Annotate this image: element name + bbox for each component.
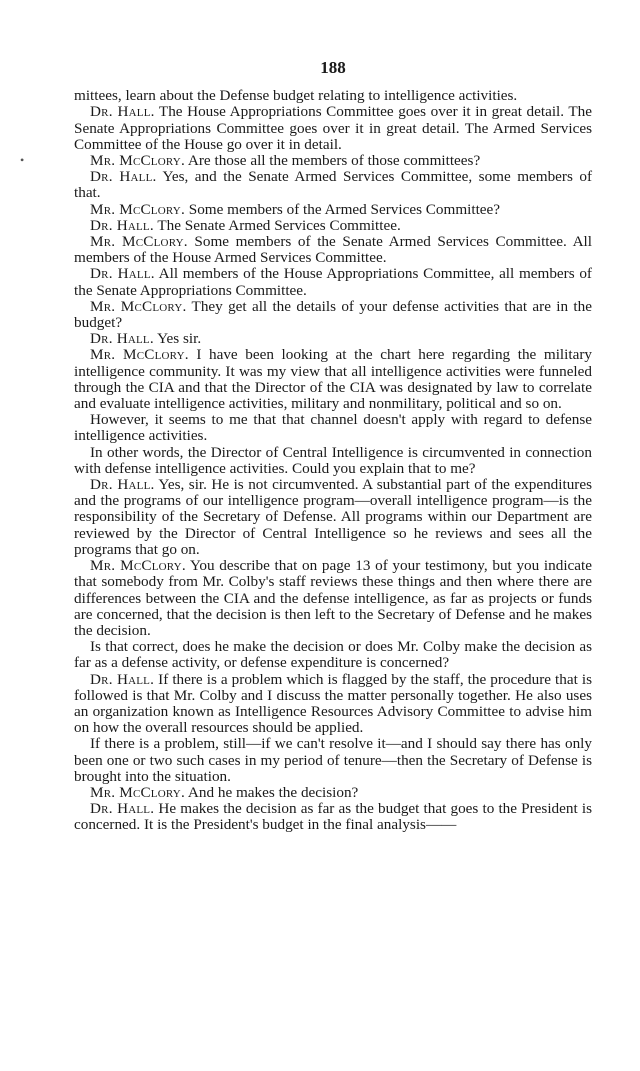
paragraph-text: And he makes the decision? [184,783,359,801]
paragraph [74,266,592,298]
paragraph [74,299,592,331]
paragraph-text: They get all the details of your defense activities that are in the budget? [74,297,592,332]
paragraph [74,639,592,671]
speaker-name: Dr. Hall. [90,800,155,818]
paragraph [74,477,592,558]
paragraph [74,672,592,737]
paragraph-text: If there is a problem which is flagged by the staff, the procedure that is followed is that Mr. Colby and I discuss the matter personally together. He also uses an organization known as Intelligence Resources Advisory Committee to advise him on how the overall resources should be applied. [74,670,592,737]
paragraph [74,234,592,266]
paragraph [74,412,592,444]
paragraph-text: In other words, the Director of Central Intelligence is circumvented in connection with defense intelligence activities. Could you explain that to me? [74,443,592,477]
paragraph-text: The Senate Armed Services Committee. [153,216,401,234]
paragraph [74,88,592,104]
paragraph [74,347,592,412]
paragraph [74,331,592,347]
paragraph-text: All members of the House Appropriations Committee, all members of the Senate Appropriations Committee. [74,265,592,299]
paragraph-text: Yes sir. [153,330,202,348]
speaker-name: Dr. Hall. [90,103,155,121]
paragraph [74,169,592,201]
margin-mark: • [20,153,25,167]
paragraph-text: If there is a problem, still—if we can't resolve it—and I should say there has only been one or two such cases in my period of tenure—then the Secretary of Defense is brought into the situation. [74,735,592,785]
paragraph [74,445,592,477]
speaker-name: Dr. Hall. [90,168,157,186]
paragraph-text: You describe that on page 13 of your testimony, but you indicate that somebody from Mr. Colby's staff reviews these things and then where there are differences between the CIA and the defense intelligence, as far as projects or funds are concerned, that the decision is then left to the Secretary of Defense and he makes the decision. [74,557,592,639]
paragraph-text: Yes, and the Senate Armed Services Committee, some members of that. [74,168,592,202]
paragraph-text: mittees, learn about the Defense budget relating to intelligence activities. [74,87,518,105]
paragraph-text: Yes, sir. He is not circumvented. A substantial part of the expenditures and the programs of our intelligence program—overall intelligence program—is the responsibility of the Secretary of Defense. All programs within our Department are reviewed by the Director of Central Intelligence so he reviews and sees all the programs that go on. [74,476,592,558]
paragraph-text: Some members of the Senate Armed Services Committee. All members of the House Armed Services Committee. [74,233,592,267]
speaker-name: Dr. Hall. [90,330,154,348]
speaker-name: Dr. Hall. [90,476,155,494]
paragraph [74,202,592,218]
document-body [74,88,592,833]
speaker-name: Mr. McClory. [90,297,187,315]
speaker-name: Dr. Hall. [90,265,155,283]
speaker-name: Mr. McClory. [90,200,185,218]
paragraph [74,785,592,801]
paragraph-text: He makes the decision as far as the budget that goes to the President is concerned. It is the President's budget in the final analysis—— [74,800,592,834]
speaker-name: Dr. Hall. [90,670,155,688]
page-number: 188 [320,58,346,77]
paragraph [74,801,592,833]
speaker-name: Mr. McClory. [90,557,186,575]
paragraph-text: Some members of the Armed Services Committee? [184,200,501,218]
paragraph [74,218,592,234]
paragraph-text: Is that correct, does he make the decision or does Mr. Colby make the decision as far as a defense activity, or defense expenditure is concerned? [74,638,592,672]
speaker-name: Dr. Hall. [90,216,154,234]
paragraph-text: However, it seems to me that that channel doesn't apply with regard to defense intelligence activities. [74,411,592,445]
speaker-name: Mr. McClory. [90,783,185,801]
speaker-name: Mr. McClory. [90,233,188,251]
paragraph [74,153,592,169]
speaker-name: Mr. McClory. [90,346,189,364]
paragraph-text: The House Appropriations Committee goes over it in great detail. The Senate Appropriations Committee goes over it in great detail. The Armed Services Committee of the House go over it in detail. [74,103,592,153]
paragraph [74,736,592,785]
paragraph [74,104,592,153]
paragraph [74,558,592,639]
paragraph-text: I have been looking at the chart here regarding the military intelligence community. It was my view that all intelligence activities were funneled through the CIA and that the Director of the CIA was designated by law to correlate and evaluate intelligence activities, military and nonmilitary, political and so on. [74,346,592,413]
paragraph-text: Are those all the members of those committees? [184,152,481,170]
speaker-name: Mr. McClory. [90,152,185,170]
